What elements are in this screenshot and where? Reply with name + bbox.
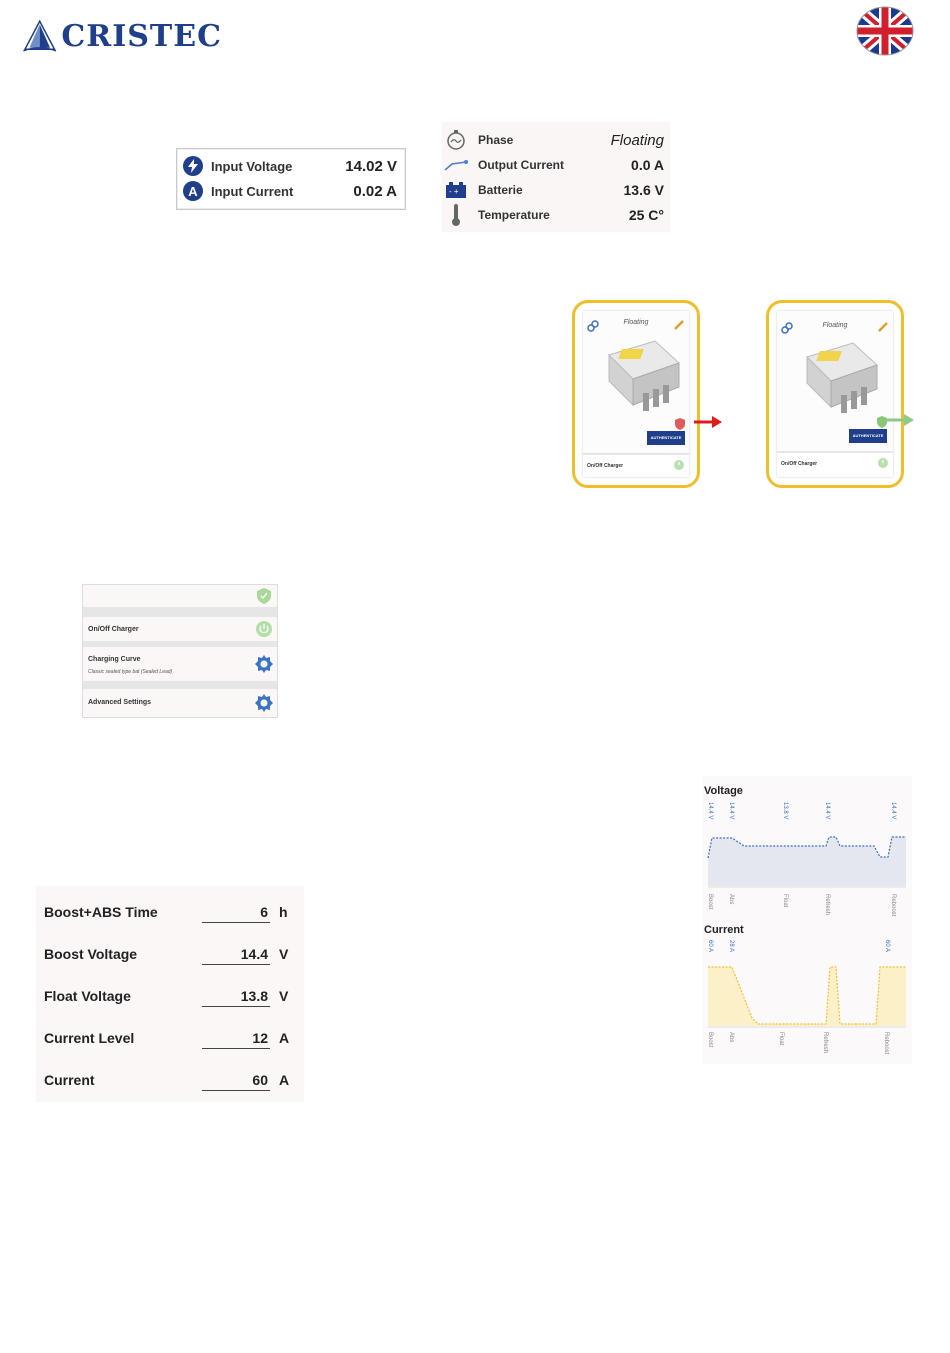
output-current-label: Output Current <box>478 158 564 172</box>
voltage-value-label: 14.4 V <box>890 802 896 820</box>
voltage-value-label: 14.4 V <box>824 802 830 820</box>
current-x-label: Float <box>778 1032 784 1046</box>
param-label: Current Level <box>44 1030 135 1046</box>
ampere-icon: A <box>183 181 203 201</box>
green-arrow-icon <box>886 412 914 428</box>
voltage-x-label: Boost <box>707 894 713 910</box>
param-label: Boost Voltage <box>44 946 138 962</box>
param-value: 14.4 <box>240 946 268 962</box>
param-row <box>36 886 304 928</box>
device-card-unauthenticated <box>572 300 700 488</box>
current-value-label: 60 A <box>884 940 890 953</box>
current-chart-title: Current <box>704 924 744 936</box>
authenticate-button[interactable]: AUTHENTICATE <box>647 431 685 445</box>
settings-item-onoff[interactable] <box>83 617 277 641</box>
settings-item-charging-curve[interactable] <box>83 647 277 681</box>
cristec-logo <box>22 12 222 60</box>
param-unit: A <box>279 1072 290 1088</box>
temperature-value: 25 C° <box>628 207 664 223</box>
parameter-table <box>36 886 304 1102</box>
param-unit: h <box>279 904 288 920</box>
phase-value: Floating <box>610 131 664 149</box>
param-input[interactable] <box>202 902 270 923</box>
charts-svg <box>702 776 912 1064</box>
current-value-label: 60 A <box>707 940 713 953</box>
current-x-label: Reboost <box>883 1032 889 1055</box>
voltage-x-label: Abs <box>728 894 734 905</box>
shield-status-item <box>83 585 277 607</box>
param-value: 60 <box>252 1072 268 1088</box>
pencil-icon[interactable] <box>877 320 889 338</box>
voltage-x-label: Float <box>782 894 788 908</box>
voltage-x-label: Refresh <box>824 894 830 916</box>
gauge-icon <box>442 129 470 151</box>
onoff-charger-bar[interactable] <box>777 451 893 475</box>
onoff-charger-bar[interactable] <box>583 453 689 477</box>
onoff-charger-label: On/Off Charger <box>587 463 624 469</box>
power-icon[interactable] <box>673 459 685 471</box>
onoff-charger-label: On/Off Charger <box>781 461 818 467</box>
battery-icon <box>442 181 470 199</box>
temperature-row <box>442 203 670 227</box>
gear-icon[interactable] <box>255 694 273 712</box>
input-panel <box>176 148 406 210</box>
lightning-icon <box>183 156 203 176</box>
voltage-area <box>708 837 906 886</box>
current-value-label: 28 A <box>728 940 734 953</box>
input-current-label: Input Current <box>211 183 294 199</box>
current-x-label: Refresh <box>822 1032 828 1054</box>
gear-icon[interactable] <box>255 655 273 673</box>
input-voltage-value: 14.02 V <box>345 157 397 175</box>
red-arrow-icon <box>694 414 722 430</box>
param-value: 12 <box>252 1030 268 1046</box>
current-x-label: Abs <box>728 1032 734 1043</box>
charger-device-image <box>801 337 883 417</box>
settings-list <box>82 584 278 718</box>
pencil-icon[interactable] <box>673 318 685 336</box>
phase-row <box>442 128 670 152</box>
thermometer-icon <box>442 203 470 227</box>
battery-label: Batterie <box>478 183 523 197</box>
param-input[interactable] <box>202 944 270 965</box>
status-panel <box>442 122 670 232</box>
charging-curve-label: Charging Curve <box>88 656 141 663</box>
charger-device-image <box>603 335 685 415</box>
input-current-value: 0.02 A <box>353 182 397 200</box>
voltage-chart-title: Voltage <box>704 785 743 797</box>
triangle-sail-logo-icon <box>22 14 57 58</box>
current-area <box>708 967 906 1026</box>
input-voltage-label: Input Voltage <box>211 158 293 174</box>
voltage-x-label: Reboost <box>890 894 896 917</box>
param-label: Boost+ABS Time <box>44 904 158 920</box>
charging-curve-sub: Classic sealed type bat (Sealed Lead) <box>88 669 173 675</box>
param-unit: V <box>279 988 289 1004</box>
param-input[interactable] <box>202 1028 270 1049</box>
authenticate-button[interactable]: AUTHENTICATE <box>849 429 887 443</box>
param-row <box>36 970 304 1012</box>
param-unit: V <box>279 946 289 962</box>
uk-flag-icon[interactable] <box>856 6 914 56</box>
param-input[interactable] <box>202 1070 270 1091</box>
param-label: Current <box>44 1072 95 1088</box>
input-voltage-row <box>177 154 405 178</box>
output-current-value: 0.0 A <box>631 157 664 173</box>
brand-name: CRISTEC <box>61 18 222 54</box>
temperature-label: Temperature <box>478 208 550 222</box>
settings-onoff-label: On/Off Charger <box>88 626 139 633</box>
charging-curve-charts <box>702 776 912 1064</box>
param-label: Float Voltage <box>44 988 131 1004</box>
param-row <box>36 1054 304 1096</box>
param-unit: A <box>279 1030 290 1046</box>
shield-shape <box>675 418 685 430</box>
settings-item-advanced[interactable] <box>83 689 277 717</box>
param-value: 13.8 <box>240 988 268 1004</box>
advanced-settings-label: Advanced Settings <box>88 699 152 706</box>
current-x-label: Boost <box>707 1032 713 1048</box>
power-icon[interactable] <box>877 457 889 469</box>
input-current-row <box>177 179 405 203</box>
param-row <box>36 1012 304 1054</box>
card-phase-title: Floating <box>822 322 848 329</box>
param-value: 6 <box>260 904 268 920</box>
param-input[interactable] <box>202 986 270 1007</box>
voltage-value-label: 14.4 V <box>728 802 734 820</box>
shield-check-icon <box>257 588 271 604</box>
param-row <box>36 928 304 970</box>
output-current-row <box>442 153 670 177</box>
current-line-icon <box>442 159 470 171</box>
voltage-value-label: 14.4 V <box>707 802 713 820</box>
voltage-value-label: 13.8 V <box>782 802 788 820</box>
svg-text:- +: - + <box>449 187 459 196</box>
phase-label: Phase <box>478 133 514 147</box>
device-card-authenticated <box>766 300 904 488</box>
power-icon[interactable] <box>255 620 273 638</box>
battery-row <box>442 178 670 202</box>
battery-value: 13.6 V <box>623 182 664 198</box>
card-phase-title: Floating <box>623 319 649 326</box>
